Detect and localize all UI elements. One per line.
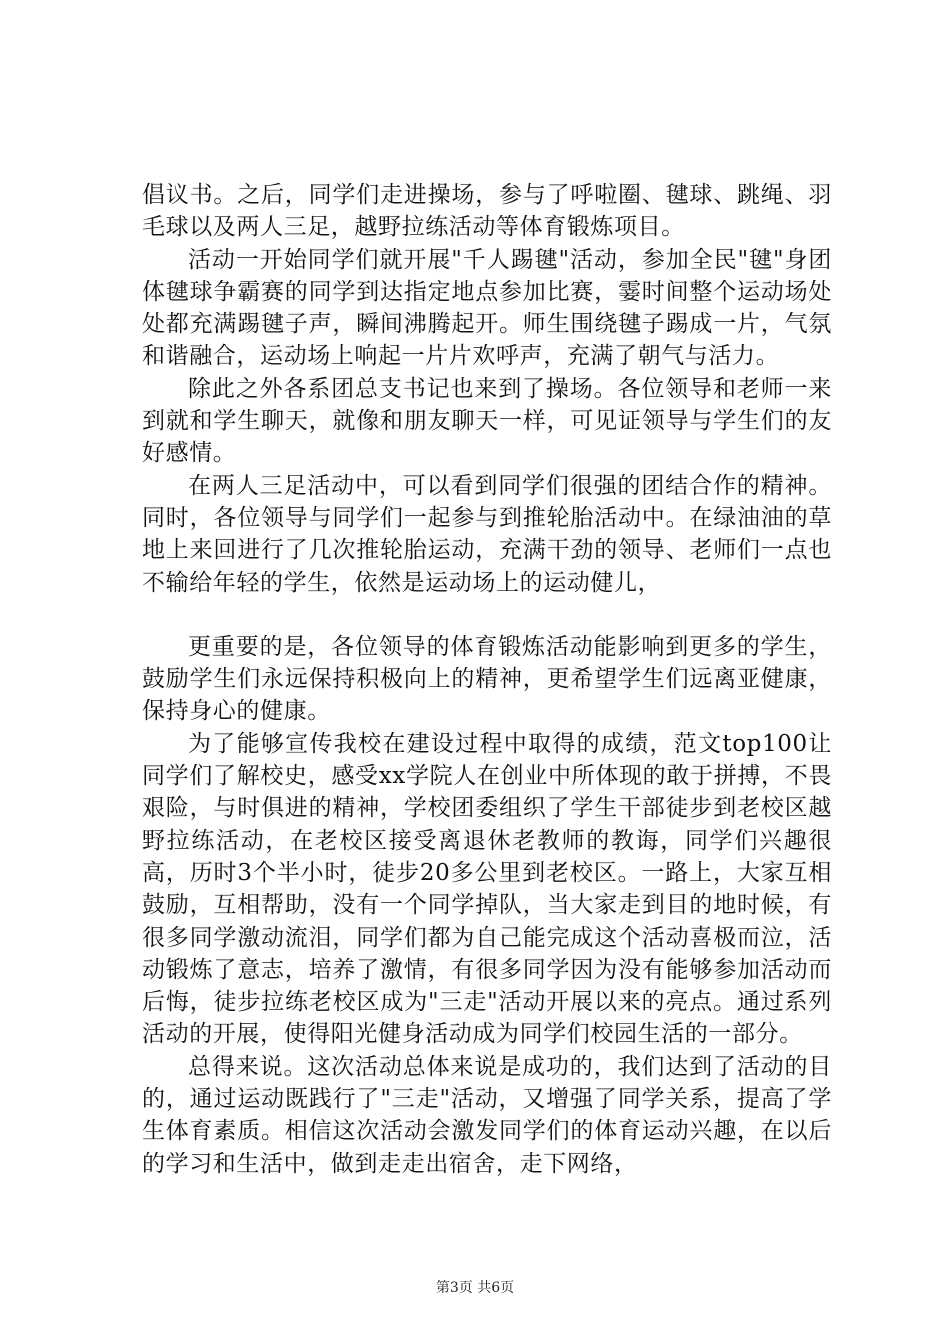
- paragraph-7: 总得来说。这次活动总体来说是成功的，我们达到了活动的目的，通过运动既践行了"三走"活动，又增强了同学关系，提高了学生体育素质。相信这次活动会激发同学们的体育运动兴趣，在以后的学习和生活中，做到走走出宿舍，走下网络，: [142, 1053, 832, 1177]
- paragraph-5: 更重要的是，各位领导的体育锻炼活动能影响到更多的学生，鼓励学生们永远保持积极向上的精神，更希望学生们远离亚健康，保持身心的健康。: [142, 633, 832, 725]
- paragraph-3: 除此之外各系团总支书记也来到了操场。各位领导和老师一来到就和学生聊天，就像和朋友聊天一样，可见证领导与学生们的友好感情。: [142, 375, 832, 467]
- paragraph-4: 在两人三足活动中，可以看到同学们很强的团结合作的精神。同时，各位领导与同学们一起参与到推轮胎活动中。在绿油油的草地上来回进行了几次推轮胎运动，充满干劲的领导、老师们一点也不输给年轻的学生，依然是运动场上的运动健儿，: [142, 472, 832, 596]
- paragraph-6: 为了能够宣传我校在建设过程中取得的成绩，范文top100让同学们了解校史，感受xx学院人在创业中所体现的敢于拼搏，不畏艰险，与时俱进的精神，学校团委组织了学生干部徒步到老校区越野拉练活动，在老校区接受离退休老教师的教诲，同学们兴趣很高，历时3个半小时，徒步20多公里到老校区。一路上，大家互相鼓励，互相帮助，没有一个同学掉队，当大家走到目的地时候，有很多同学激动流泪，同学们都为自己能完成这个活动喜极而泣，活动锻炼了意志，培养了激情，有很多同学因为没有能够参加活动而后悔，徒步拉练老校区成为"三走"活动开展以来的亮点。通过系列活动的开展，使得阳光健身活动成为同学们校园生活的一部分。: [142, 730, 832, 1048]
- body-text: [142, 179, 832, 1180]
- paragraph-1: 倡议书。之后，同学们走进操场，参与了呼啦圈、毽球、跳绳、羽毛球以及两人三足，越野拉练活动等体育锻炼项目。: [142, 182, 832, 241]
- paragraph-2: 活动一开始同学们就开展"千人踢毽"活动，参加全民"毽"身团体毽球争霸赛的同学到达指定地点参加比赛，霎时间整个运动场处处都充满踢毽子声，瞬间沸腾起开。师生围绕毽子踢成一片，气氛和谐融合，运动场上响起一片片欢呼声，充满了朝气与活力。: [142, 246, 832, 370]
- page-footer: 第3页 共6页: [435, 1280, 515, 1296]
